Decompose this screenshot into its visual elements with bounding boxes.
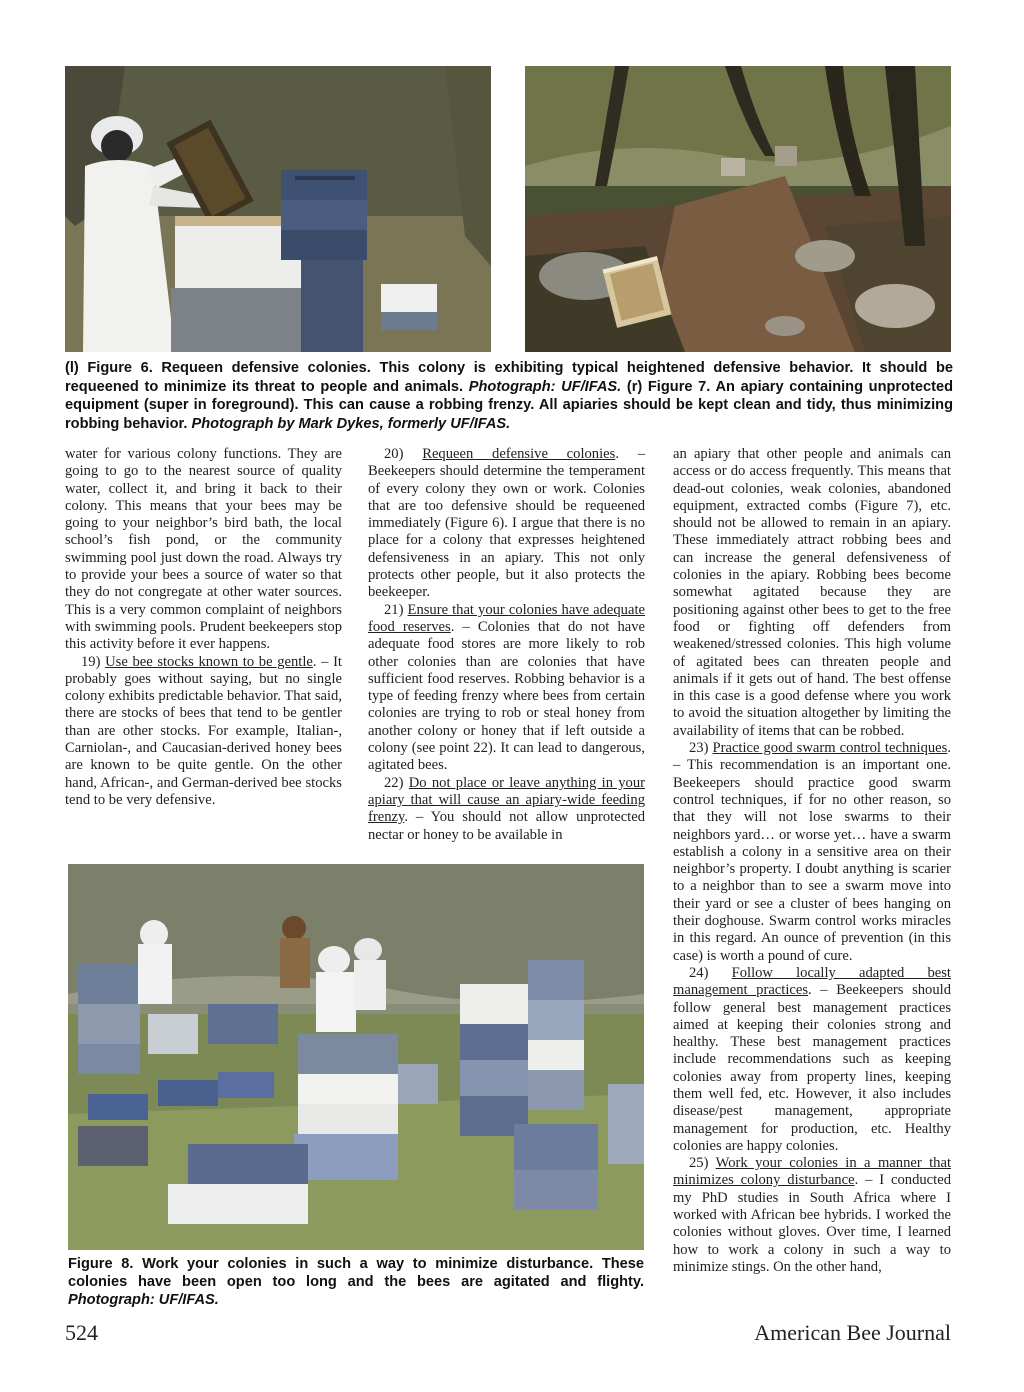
page-number: 524 <box>65 1320 98 1345</box>
paragraph-25 <box>673 1155 951 1276</box>
point-23-number: 23) <box>689 740 709 757</box>
point-23-body: . – This recommendation is an important one. Beekeepers should practice good swarm control techniques, if for no other reason, so that they will not lose swarms to their neighbors yard… or worse yet… have a swarm establish a colony in a sensitive area on their neighbor’s property. I doubt anything is scarier to a neighbor than to see a swarm move into their yard or see a cluster of bees hanging on their doghouse. Swarm control works miracles in this regard. An ounce of prevention (in this case) is worth a pound of cure. <box>673 740 951 964</box>
point-23-heading: Practice good swarm control techniques <box>712 740 948 757</box>
point-20-number: 20) <box>384 446 404 462</box>
point-20-body: . – Beekeepers should determine the temperament of every colony they own or work. Colonies that are too defensive should be requeened immediately (Figure 6). I argue that there is no place for a colony that expresses heightened defensiveness in an apiary. This not only protects other people, but it also protects the beekeeper. <box>368 446 645 601</box>
column-1 <box>65 446 342 809</box>
point-25-number: 25) <box>689 1155 709 1172</box>
column-3 <box>673 446 951 1276</box>
figure-6-photo <box>65 66 491 352</box>
figure-8-caption-text: Figure 8. Work your colonies in such a way to minimize disturbance. These colonies have been open too long and the bees are agitated and flighty. <box>68 1256 644 1290</box>
paragraph-22 <box>368 775 645 844</box>
point-21-number: 21) <box>384 601 404 618</box>
point-21-heading: Ensure that your colonies have adequate food reserves <box>368 601 645 635</box>
point-20-heading: Requeen defensive colonies <box>422 446 616 462</box>
figure-8-caption <box>68 1255 644 1309</box>
paragraph-20 <box>368 446 645 602</box>
point-19-heading: Use bee stocks known to be gentle <box>105 653 313 670</box>
point-21-body: . – Colonies that do not have adequate food stores are more likely to rob other colonies than are colonies that have sufficient food reserves. Robbing behavior is a type of feeding frenzy where bees from certain colonies are trying to rob or steal honey from another colony or honey that if left outside a colony (see point 22). It can lead to dangerous, agitated bees. <box>368 618 645 774</box>
paragraph-robbing: an apiary that other people and animals can access or do access frequently. This means that dead-out colonies, weak colonies, abandoned equipment, extracted combs (Figure 7), etc. should not be allowed to remain in an apiary. These immediately attract robbing bees and can increase the general defensiveness of colonies in the apiary. Robbing bees become somewhat agitated because they are positioning against other bees to get to the free food or fighting off defenders from weakened/stressed colonies. This high volume of agitated bees can threaten people and animals if it gets out of hand. The best offense in this case is a good defense where you work to avoid the situation altogether by limiting the availability of items that can be robbed. <box>673 446 951 739</box>
figure-7-photo <box>525 66 951 352</box>
figure-7-credit: Photograph by Mark Dykes, formerly UF/IFAS. <box>191 415 511 432</box>
column-2 <box>368 446 645 844</box>
point-25-body: . – I conducted my PhD studies in South Africa where I worked with African bee hybrids. I worked the colonies without gloves. Over time, I learned how to work a colony in such a way to minimize stings. On the other hand, <box>673 1172 951 1275</box>
paragraph-21 <box>368 602 645 775</box>
paragraph-19 <box>65 654 342 810</box>
figure-6-image <box>65 66 491 352</box>
figure-6-caption-text: (l) Figure 6. Requeen defensive colonies. This colony is exhibiting typical heightened defensive behavior. It should be requeened to minimize its threat to people and animals. <box>65 360 953 395</box>
paragraph-24 <box>673 965 951 1155</box>
figure-8-credit: Photograph: UF/IFAS. <box>68 1292 219 1308</box>
point-24-heading: Follow locally adapted best management practices <box>673 964 951 999</box>
point-24-number: 24) <box>689 964 709 981</box>
point-22-number: 22) <box>384 774 404 791</box>
figure-8-image <box>68 864 644 1250</box>
paragraph-23 <box>673 740 951 965</box>
point-24-body: . – Beekeepers should follow general best management practices aimed at keeping their colonies strong and healthy. These best management practices include recommendations such as keeping colonies away from property lines, keeping them well fed, etc. However, it also includes disease/pest management, appropriate management for production, etc. Healthy colonies are happy colonies. <box>673 982 951 1154</box>
figure-6-7-caption <box>65 359 953 433</box>
point-19-body: . – It probably goes without saying, but no single colony exhibits predictable behavior. That said, there are stocks of bees that tend to be gentler than are other stocks. For example, Italian-, Carniolan-, and Caucasian-derived honey bees are known to be quite gentle. On the other hand, African-, and German-derived bee stocks tend to be very defensive. <box>65 653 342 808</box>
point-22-body: . – You should not allow unprotected nectar or honey to be available in <box>368 809 645 843</box>
figure-8-photo <box>68 864 644 1250</box>
point-22-heading: Do not place or leave anything in your apiary that will cause an apiary-wide feeding frenzy <box>368 774 646 826</box>
point-25-heading: Work your colonies in a manner that minimizes colony disturbance <box>673 1155 951 1189</box>
figure-6-credit: Photograph: UF/IFAS. <box>468 378 622 395</box>
point-19-number: 19) <box>81 653 101 670</box>
figure-7-image <box>525 66 951 352</box>
figure-7-caption-text: (r) Figure 7. An apiary containing unprotected equipment (super in foreground). This can cause a robbing frenzy. All apiaries should be kept clean and tidy, thus minimizing robbing behavior. <box>65 378 953 432</box>
paragraph-water: water for various colony functions. They are going to go to the nearest source of quality water, collect it, and bring it back to their colony. This means that your bees may be going to your neighbor’s bird bath, the local school’s fish pond, or the community swimming pool just down the road. Always try to provide your bees a source of water so that they do not congregate at other water sources. This is a very common complaint of neighbors with swimming pools. Prudent beekeepers stop this activity before it ever happens. <box>65 446 342 653</box>
journal-name: American Bee Journal <box>754 1320 951 1345</box>
